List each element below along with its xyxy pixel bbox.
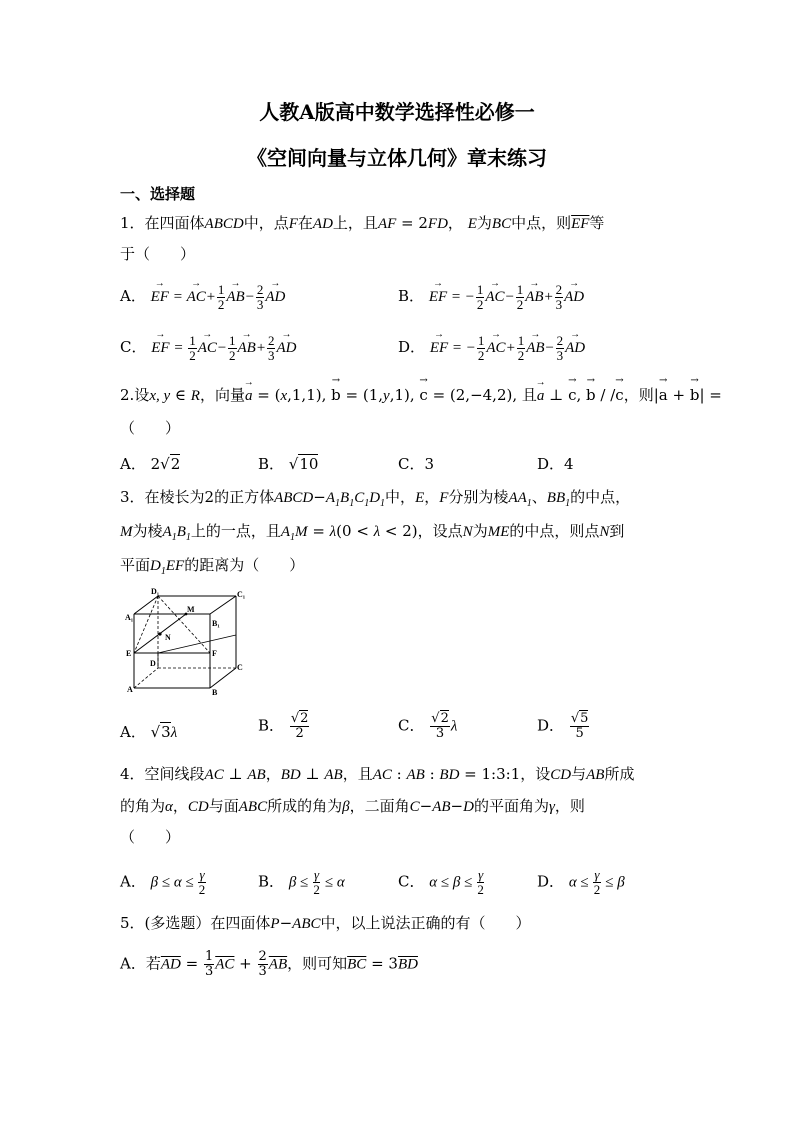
q3-option-a: A． √3λ bbox=[120, 723, 178, 741]
q5-stem-line1: 5．(多选题）在四面体P−ABC中，以上说法正确的有（ ） bbox=[120, 914, 531, 932]
label-F: F bbox=[212, 649, 217, 658]
q1-option-b: B． → EF = − $\frac{1}{2}$ → AC− $\frac{1}{2}$ → AB+ $\frac{2}{3}$ → AD bbox=[398, 283, 584, 312]
label-A1: A₁ bbox=[125, 613, 134, 622]
label-B1: B₁ bbox=[212, 619, 220, 628]
label-M: M bbox=[187, 605, 195, 614]
q2-option-c: C．3 bbox=[398, 455, 435, 473]
label-D1: D₁ bbox=[151, 588, 160, 596]
q1-stem-line1: 1．在四面体ABCD中，点F在AD上，且AF = 2FD， E为BC中点，则$\overline{EF}$等 bbox=[120, 214, 605, 232]
q3-option-c: C． $\frac{√2}{3}$ λ bbox=[398, 711, 458, 741]
label-C: C bbox=[237, 663, 243, 672]
label-N: N bbox=[165, 633, 171, 642]
label-D: D bbox=[150, 659, 156, 668]
label-A: A bbox=[127, 685, 133, 694]
q2-option-a: A． 2√2 bbox=[120, 455, 181, 473]
q4-option-b: B． β ≤ $\frac{\gamma}{2}$ ≤ α bbox=[258, 867, 345, 897]
q2-stem-line1: 2.设x, y ∈ R，向量→ a = (x,1,1), → b = (1,y,1), → c = (2,−4,2), 且→ a ⊥ → c, → b / /→ c，则|→ a + → b| = bbox=[120, 384, 722, 405]
q3-stem-line2: M为棱$A_1B_1$上的一点，且$A_1M = \lambda(0 < \lambda < 2)$，设点N为ME的中点，则点N到 bbox=[120, 522, 625, 543]
cube-figure bbox=[124, 588, 248, 696]
label-B: B bbox=[212, 688, 218, 696]
q1-stem-line2: 于（ ） bbox=[120, 245, 196, 263]
label-C1: C₁ bbox=[237, 590, 246, 599]
q3-stem-line3: 平面$D_1EF$的距离为（ ） bbox=[120, 556, 305, 577]
doc-title-line1: 人教A版高中数学选择性必修一 bbox=[259, 100, 535, 124]
section-heading: 一、选择题 bbox=[120, 185, 196, 203]
q4-stem-line2: 的角为α，CD与面ABC所成的角为β，二面角C−AB−D的平面角为γ，则 bbox=[120, 797, 585, 815]
q4-stem-line3: （ ） bbox=[120, 828, 181, 846]
doc-title-line2: 《空间向量与立体几何》章末练习 bbox=[247, 146, 547, 170]
q1-option-d: D． → EF = − $\frac{1}{2}$ → AC+ $\frac{1}{2}$ → AB− $\frac{2}{3}$ → AD bbox=[398, 334, 585, 363]
q3-option-d: D． $\frac{√5}{5}$ bbox=[537, 711, 589, 741]
label-E: E bbox=[126, 649, 132, 658]
q4-stem-line1: 4．空间线段AC ⊥ AB，BD ⊥ AB，且AC : AB : BD = 1:3:1，设CD与AB所成 bbox=[120, 765, 635, 783]
q2-option-b: B． √10 bbox=[258, 455, 319, 473]
q1-option-c: C． → EF = $\frac{1}{2}$ → AC− $\frac{1}{2}$ → AB+ $\frac{2}{3}$ → AD bbox=[120, 334, 296, 363]
q4-option-d: D． α ≤ $\frac{\gamma}{2}$ ≤ β bbox=[537, 867, 625, 897]
q5-option-a: A．若$\overline{AD}$ = $\frac{1}{3}$ $\overline{AC}$ + $\frac{2}{3}$ $\overline{AB}$，则可知$\overline{BC} = 3\overline{BD}$ bbox=[120, 949, 418, 979]
q3-stem-line1: 3．在棱长为2的正方体$ABCD-A_1B_1C_1D_1$中，E，F分别为棱$AA_1$、$BB_1$的中点， bbox=[120, 488, 631, 509]
q4-option-c: C． α ≤ β ≤ $\frac{\gamma}{2}$ bbox=[398, 867, 484, 897]
q1-option-a: A． → EF = → AC+ $\frac{1}{2}$ → AB− $\frac{2}{3}$ → AD bbox=[120, 283, 285, 312]
q2-option-d: D．4 bbox=[537, 455, 574, 473]
q3-option-b: B． $\frac{√2}{2}$ bbox=[258, 711, 309, 741]
q2-stem-line2: （ ） bbox=[120, 419, 181, 437]
q4-option-a: A． β ≤ α ≤ $\frac{\gamma}{2}$ bbox=[120, 867, 206, 897]
